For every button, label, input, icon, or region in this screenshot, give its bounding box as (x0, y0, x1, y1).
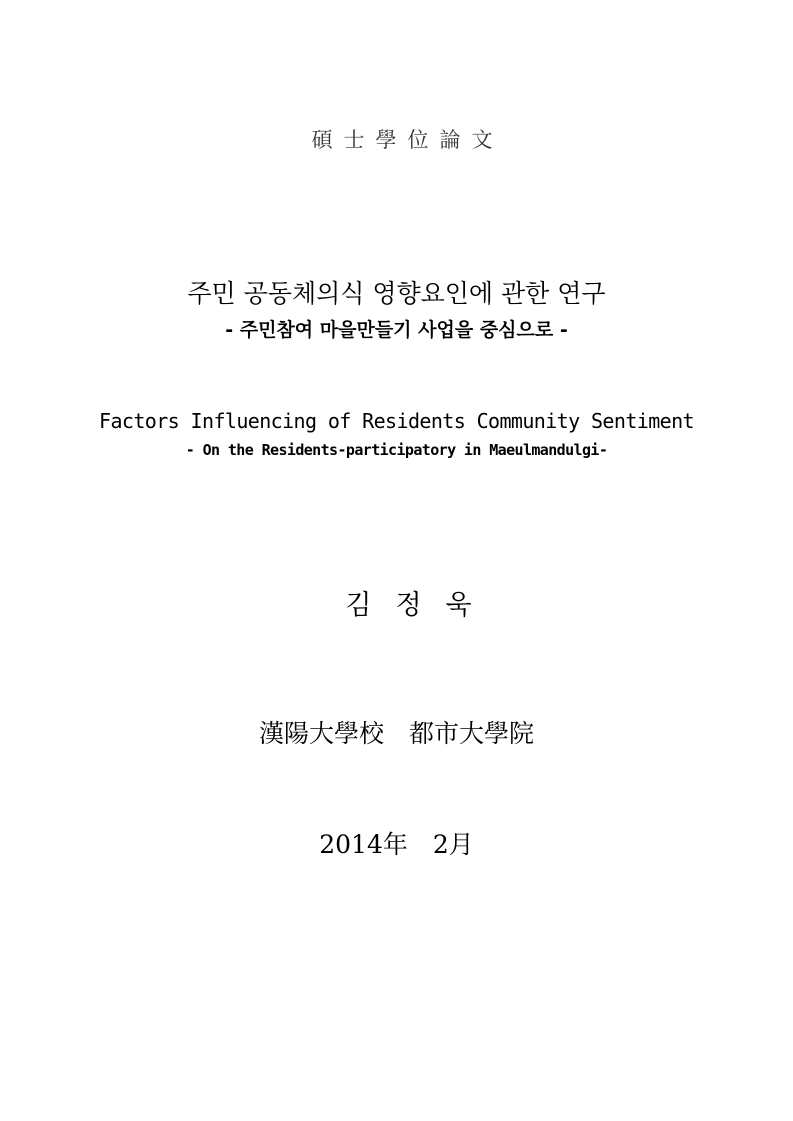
thesis-subtitle-english: - On the Residents-participatory in Maeulmandulgi- (185, 441, 608, 459)
school-name: 漢陽大學校 都市大學院 (258, 719, 534, 748)
thesis-title-english: Factors Influencing of Residents Community Sentiment (99, 409, 694, 433)
degree-label: 碩士學位論文 (311, 128, 504, 152)
submission-date: 2014年 2月 (319, 830, 474, 859)
author-name: 김정욱 (345, 590, 496, 621)
thesis-subtitle-korean: - 주민참여 마을만들기 사업을 중심으로 - (225, 319, 568, 341)
thesis-title-korean: 주민 공동체의식 영향요인에 관한 연구 (187, 279, 606, 308)
